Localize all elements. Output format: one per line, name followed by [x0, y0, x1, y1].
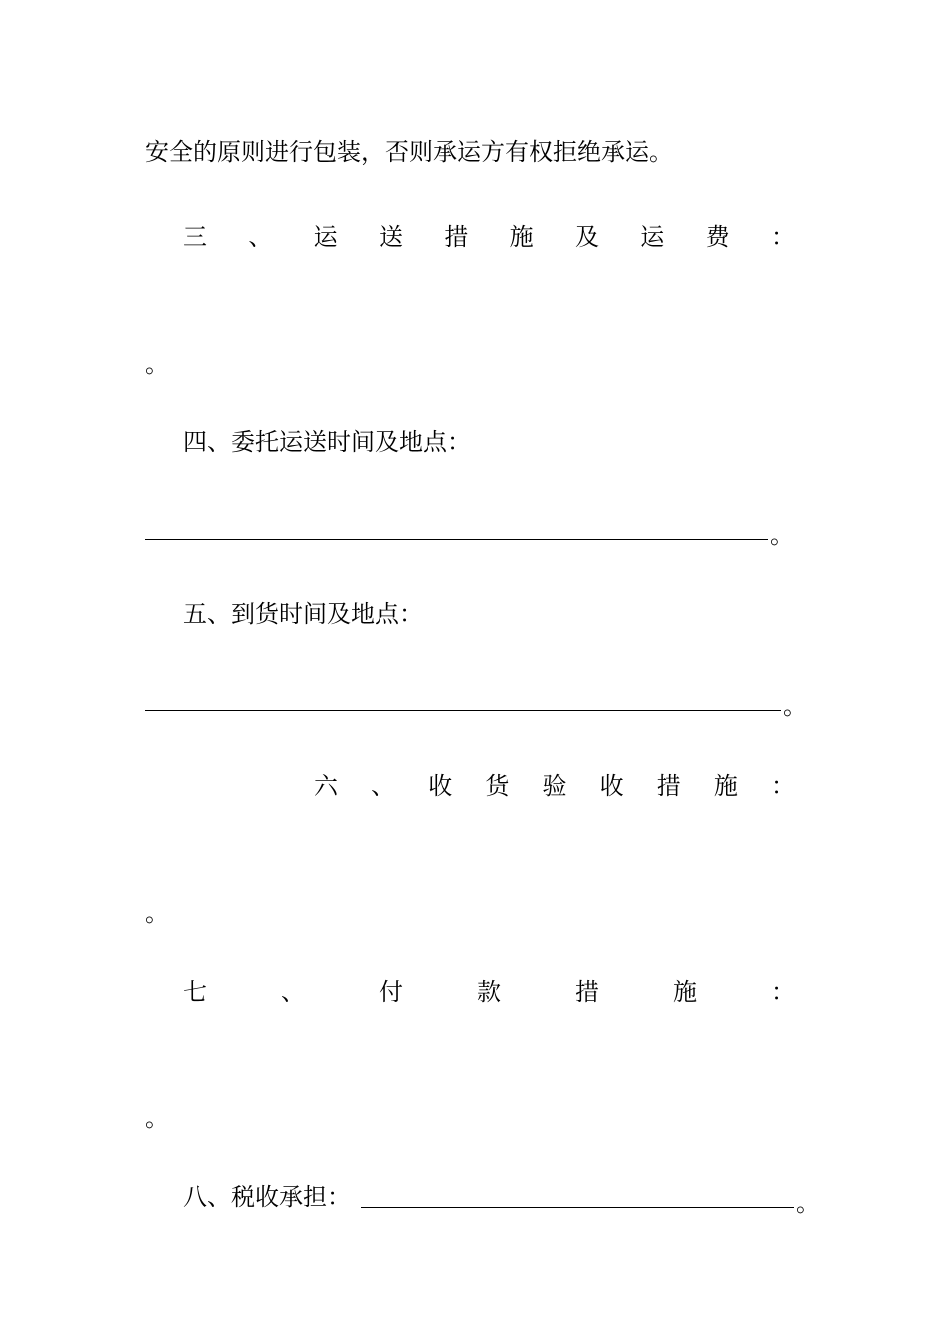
heading-char: 施 — [713, 772, 738, 800]
section-7-heading — [183, 976, 795, 1008]
heading-char: 款 — [477, 978, 501, 1006]
heading-char: 付 — [379, 978, 403, 1006]
section-7-end-mark: 。 — [145, 1104, 169, 1132]
heading-char: 、 — [371, 772, 396, 800]
heading-char: 收 — [599, 772, 624, 800]
section-5-fill-blank[interactable] — [145, 710, 781, 711]
heading-char: 费 — [705, 223, 730, 251]
heading-char: 运 — [640, 223, 665, 251]
section-6-heading — [314, 770, 795, 802]
heading-char: 运 — [313, 223, 338, 251]
heading-char: 措 — [444, 223, 469, 251]
paragraph-text: 安全的原则进行包装，否则承运方有权拒绝承运。 — [145, 138, 673, 166]
heading-char: 六 — [314, 772, 338, 800]
heading-char: ： — [770, 223, 795, 251]
heading-char: 及 — [574, 223, 599, 251]
heading-char: 施 — [509, 223, 534, 251]
heading-text: 四、委托运送时间及地点： — [183, 428, 471, 456]
section-8-heading — [183, 1181, 363, 1213]
heading-char: 、 — [248, 223, 273, 251]
section-4-fill-blank[interactable] — [145, 539, 768, 540]
section-4-end-mark: 。 — [770, 521, 794, 549]
heading-char: 三 — [183, 223, 207, 251]
section-4-heading — [183, 426, 795, 458]
heading-char: 措 — [575, 978, 599, 1006]
section-8-end-mark: 。 — [796, 1189, 820, 1217]
section-5-end-mark: 。 — [783, 692, 807, 720]
heading-text: 五、到货时间及地点： — [183, 600, 423, 628]
paragraph-packaging — [145, 136, 795, 168]
heading-char: 、 — [281, 978, 305, 1006]
heading-char: 七 — [183, 978, 207, 1006]
heading-char: 收 — [428, 772, 453, 800]
heading-char: 货 — [485, 772, 510, 800]
heading-char: 送 — [378, 223, 403, 251]
section-6-end-mark: 。 — [145, 899, 169, 927]
section-3-end-mark: 。 — [145, 350, 169, 378]
heading-char: ： — [771, 772, 795, 800]
section-5-heading — [183, 598, 795, 630]
heading-char: ： — [771, 978, 795, 1006]
section-3-heading — [183, 221, 795, 253]
heading-char: 验 — [542, 772, 567, 800]
heading-char: 措 — [656, 772, 681, 800]
heading-text: 八、税收承担： — [183, 1183, 351, 1211]
heading-char: 施 — [673, 978, 697, 1006]
section-8-fill-blank[interactable] — [361, 1207, 794, 1208]
